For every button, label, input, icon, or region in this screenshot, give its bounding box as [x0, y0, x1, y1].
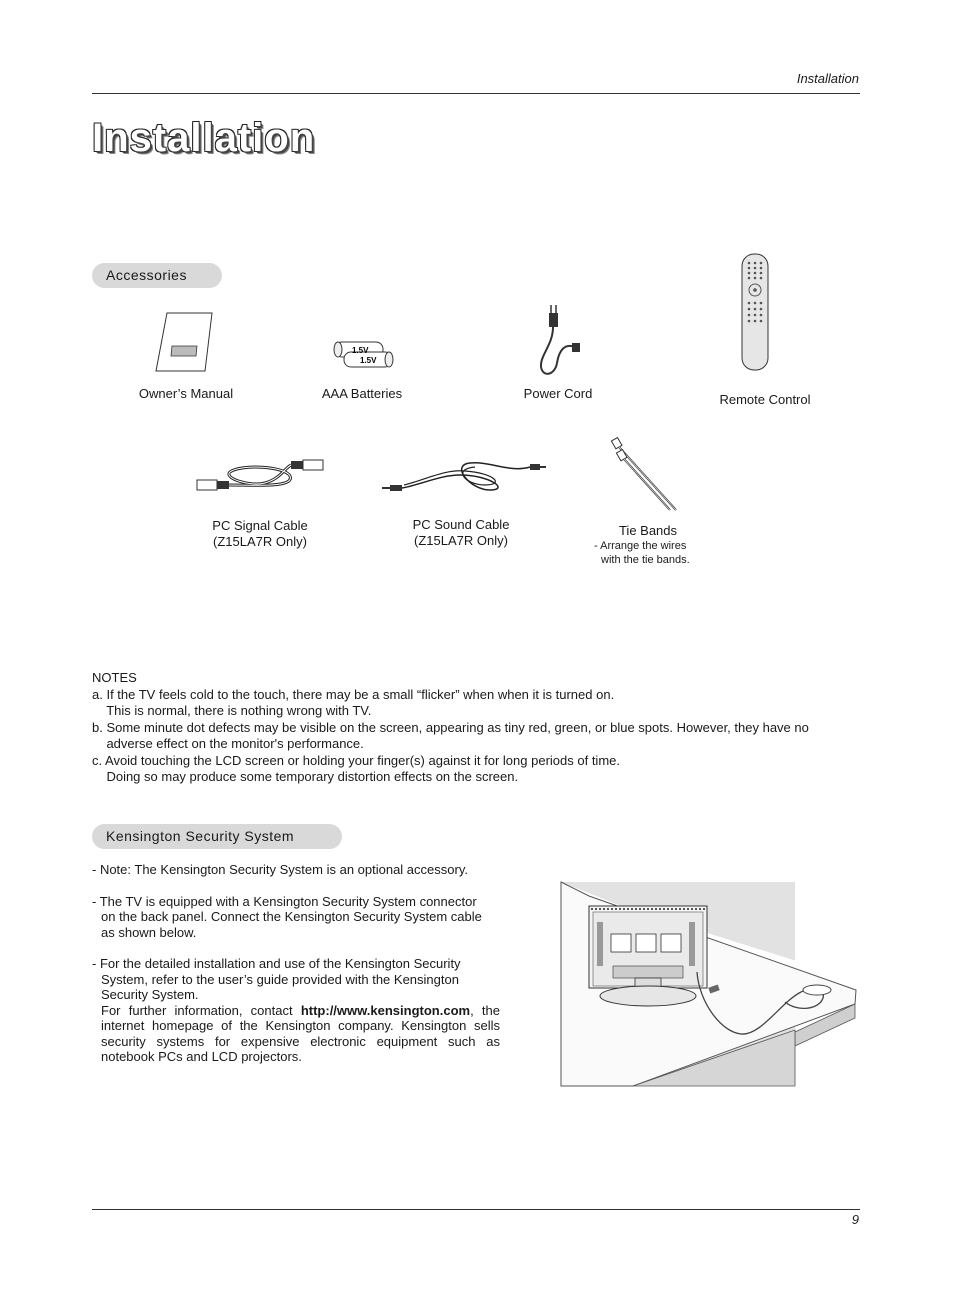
- power-cord-label: Power Cord: [523, 386, 593, 401]
- page-number: 9: [851, 1212, 859, 1227]
- pc-signal-cable-image: [195, 456, 330, 498]
- note-c-line-1: c. Avoid touching the LCD screen or holding your finger(s) against it for long periods of time.: [92, 752, 620, 768]
- batteries-label: AAA Batteries: [321, 386, 403, 401]
- kensington-para-3-after: , the internet homepage of the Kensington company. Kensington sells security systems for expensive electronic equipment such as notebook PCs and LCD projectors.: [101, 1002, 500, 1064]
- remote-control-image: [740, 253, 770, 373]
- kensington-para-1-line-1: - The TV is equipped with a Kensington Security System connector: [92, 893, 477, 909]
- owners-manual-image: [150, 310, 220, 375]
- pc-signal-cable-model: (Z15LA7R Only): [213, 534, 307, 549]
- note-a-line-1: a. If the TV feels cold to the touch, there may be a small “flicker” when when it is turned on.: [92, 686, 615, 702]
- power-cord-image: [535, 305, 585, 380]
- kensington-para-1-line-3: as shown below.: [101, 924, 197, 940]
- running-header: Installation: [796, 71, 859, 86]
- kensington-para-2: [92, 956, 500, 1003]
- note-b-line-1: b. Some minute dot defects may be visible on the screen, appearing as tiny red, green, or blue spots. However, they have no: [92, 719, 809, 735]
- kensington-note: - Note: The Kensington Security System is an optional accessory.: [92, 862, 468, 877]
- kensington-illustration: [561, 882, 857, 1086]
- kensington-para-2-line-2: System, refer to the user’s guide provided with the Kensington: [101, 971, 459, 987]
- note-a-line-2: This is normal, there is nothing wrong with TV.: [92, 703, 372, 718]
- batteries-image: [330, 336, 400, 376]
- pc-signal-cable-label: [190, 518, 330, 550]
- accessories-heading-text: Accessories: [106, 267, 187, 283]
- battery-label-2: 1.5V: [360, 356, 377, 365]
- kensington-para-3: [92, 1003, 500, 1065]
- pc-sound-cable-name: PC Sound Cable: [412, 517, 510, 532]
- header-rule: [92, 93, 860, 94]
- kensington-para-2-line-1: - For the detailed installation and use of the Kensington Security: [92, 956, 461, 971]
- accessories-heading: [92, 263, 222, 288]
- pc-sound-cable-model: (Z15LA7R Only): [414, 533, 508, 548]
- pc-sound-cable-label: [391, 517, 531, 549]
- battery-label-1: 1.5V: [352, 346, 369, 355]
- kensington-heading: [92, 824, 342, 849]
- notes-section: [92, 670, 862, 786]
- pc-signal-cable-name: PC Signal Cable: [212, 518, 308, 533]
- kensington-para-1: [92, 894, 500, 941]
- tie-bands-image: [610, 438, 680, 513]
- page-title: Installation: [92, 116, 316, 160]
- kensington-para-3-before: For further information, contact: [101, 1002, 301, 1018]
- remote-control-label: Remote Control: [719, 392, 811, 407]
- kensington-url-link[interactable]: http://www.kensington.com: [300, 1002, 471, 1018]
- kensington-text: [92, 862, 500, 1065]
- tie-bands-note-1: - Arrange the wires: [594, 540, 687, 552]
- tie-bands-note-2: with the tie bands.: [601, 554, 690, 566]
- kensington-para-1-line-2: on the back panel. Connect the Kensington Security System cable: [101, 909, 482, 924]
- footer-rule: [92, 1209, 860, 1210]
- note-b-line-2: adverse effect on the monitor's performance.: [92, 736, 364, 751]
- tie-bands-label: Tie Bands: [618, 523, 678, 538]
- note-c-line-2: Doing so may produce some temporary distortion effects on the screen.: [92, 769, 519, 784]
- kensington-heading-text: Kensington Security System: [106, 828, 295, 844]
- owners-manual-label: Owner’s Manual: [138, 386, 234, 401]
- pc-sound-cable-image: [380, 455, 550, 500]
- kensington-para-2-line-3: Security System.: [101, 987, 199, 1002]
- notes-heading: NOTES: [92, 670, 137, 685]
